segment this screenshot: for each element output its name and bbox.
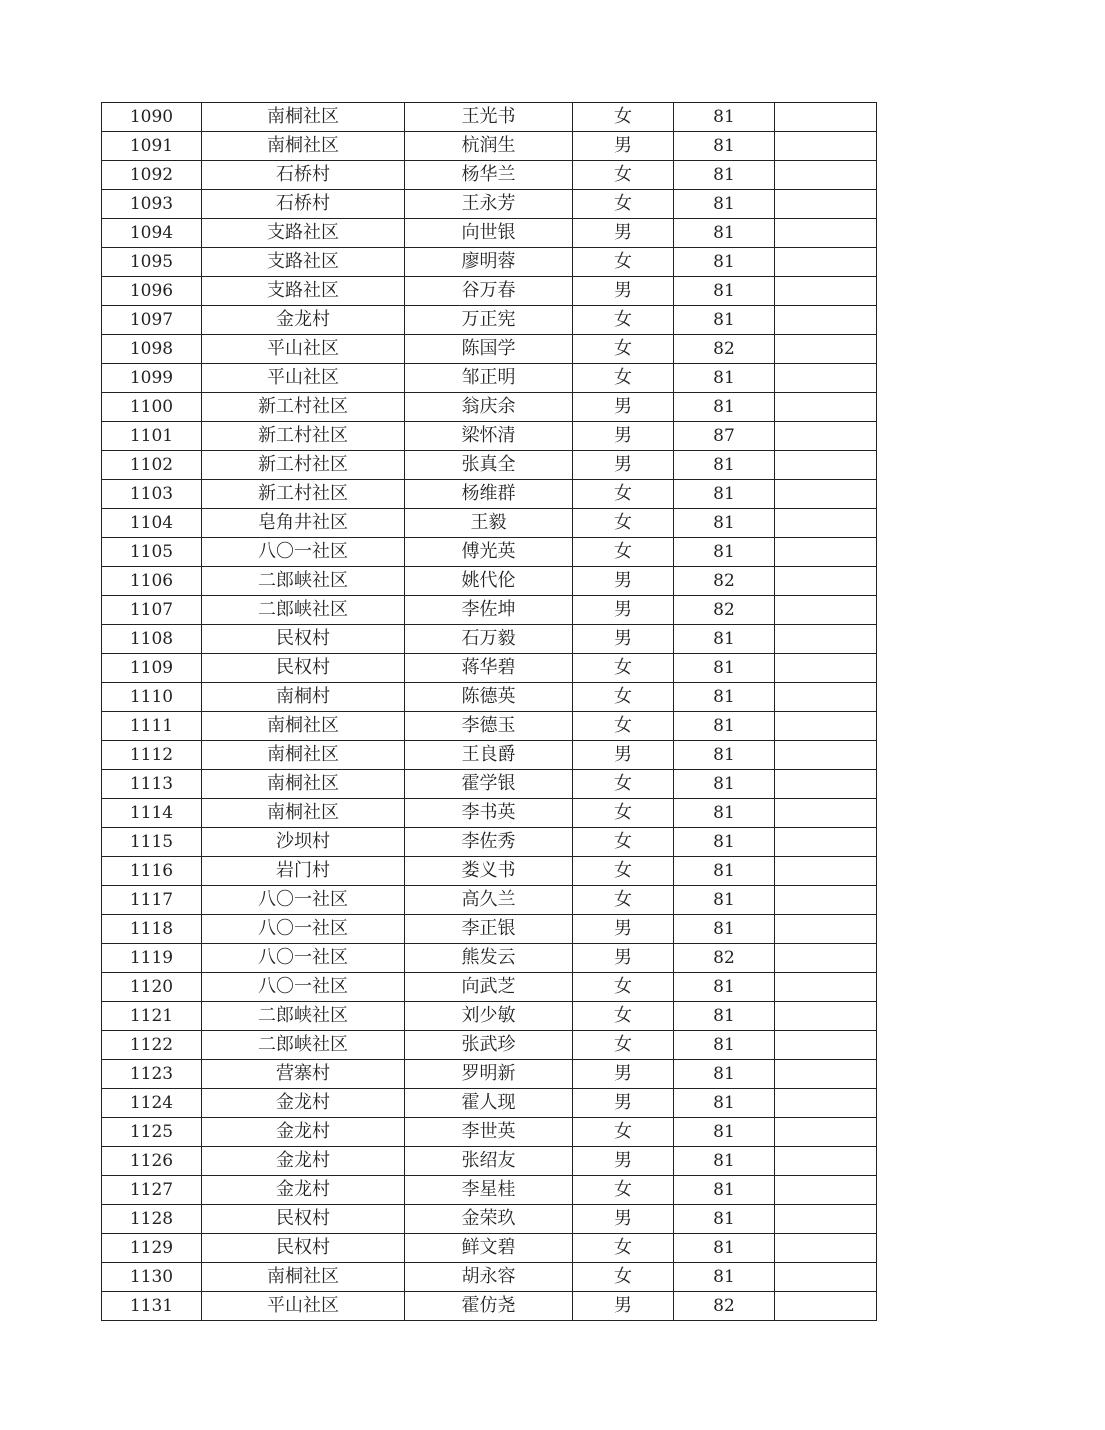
gender-cell: 女 <box>573 828 674 857</box>
age-cell: 81 <box>674 1147 775 1176</box>
table-row <box>102 1234 877 1263</box>
gender-cell: 男 <box>573 277 674 306</box>
table-row <box>102 364 877 393</box>
serial-number-cell: 1117 <box>102 886 202 915</box>
gender-cell: 男 <box>573 596 674 625</box>
table-row <box>102 944 877 973</box>
remark-cell <box>775 451 877 480</box>
gender-cell: 男 <box>573 132 674 161</box>
age-cell: 81 <box>674 451 775 480</box>
age-cell: 82 <box>674 596 775 625</box>
table-row <box>102 103 877 132</box>
gender-cell: 男 <box>573 422 674 451</box>
age-cell: 87 <box>674 422 775 451</box>
table-row <box>102 393 877 422</box>
community-cell: 金龙村 <box>202 306 405 335</box>
community-cell: 石桥村 <box>202 190 405 219</box>
age-cell: 81 <box>674 1002 775 1031</box>
gender-cell: 女 <box>573 364 674 393</box>
age-cell: 81 <box>674 393 775 422</box>
gender-cell: 女 <box>573 654 674 683</box>
remark-cell <box>775 161 877 190</box>
person-name-cell: 陈德英 <box>405 683 573 712</box>
person-name-cell: 万正宪 <box>405 306 573 335</box>
table-row <box>102 248 877 277</box>
serial-number-cell: 1129 <box>102 1234 202 1263</box>
remark-cell <box>775 683 877 712</box>
serial-number-cell: 1126 <box>102 1147 202 1176</box>
community-cell: 八〇一社区 <box>202 538 405 567</box>
gender-cell: 女 <box>573 335 674 364</box>
person-name-cell: 李世英 <box>405 1118 573 1147</box>
serial-number-cell: 1091 <box>102 132 202 161</box>
community-cell: 新工村社区 <box>202 393 405 422</box>
remark-cell <box>775 654 877 683</box>
person-name-cell: 高久兰 <box>405 886 573 915</box>
age-cell: 81 <box>674 248 775 277</box>
remark-cell <box>775 741 877 770</box>
community-cell: 南桐社区 <box>202 712 405 741</box>
community-cell: 金龙村 <box>202 1089 405 1118</box>
gender-cell: 女 <box>573 886 674 915</box>
remark-cell <box>775 364 877 393</box>
roster-table-body <box>102 103 877 1321</box>
person-name-cell: 刘少敏 <box>405 1002 573 1031</box>
serial-number-cell: 1107 <box>102 596 202 625</box>
community-cell: 支路社区 <box>202 219 405 248</box>
gender-cell: 女 <box>573 1002 674 1031</box>
community-cell: 二郎峡社区 <box>202 1002 405 1031</box>
serial-number-cell: 1127 <box>102 1176 202 1205</box>
person-name-cell: 霍仿尧 <box>405 1292 573 1321</box>
age-cell: 82 <box>674 567 775 596</box>
gender-cell: 男 <box>573 1292 674 1321</box>
table-row <box>102 886 877 915</box>
community-cell: 石桥村 <box>202 161 405 190</box>
person-name-cell: 娄义书 <box>405 857 573 886</box>
gender-cell: 女 <box>573 1263 674 1292</box>
person-name-cell: 张武珍 <box>405 1031 573 1060</box>
person-name-cell: 向世银 <box>405 219 573 248</box>
serial-number-cell: 1120 <box>102 973 202 1002</box>
remark-cell <box>775 422 877 451</box>
gender-cell: 男 <box>573 944 674 973</box>
roster-table <box>101 102 877 1321</box>
remark-cell <box>775 567 877 596</box>
community-cell: 民权村 <box>202 1234 405 1263</box>
community-cell: 民权村 <box>202 1205 405 1234</box>
community-cell: 南桐社区 <box>202 770 405 799</box>
age-cell: 81 <box>674 161 775 190</box>
remark-cell <box>775 132 877 161</box>
remark-cell <box>775 538 877 567</box>
age-cell: 81 <box>674 1176 775 1205</box>
age-cell: 81 <box>674 219 775 248</box>
remark-cell <box>775 770 877 799</box>
serial-number-cell: 1094 <box>102 219 202 248</box>
gender-cell: 女 <box>573 973 674 1002</box>
serial-number-cell: 1099 <box>102 364 202 393</box>
age-cell: 81 <box>674 1263 775 1292</box>
table-row <box>102 1147 877 1176</box>
serial-number-cell: 1131 <box>102 1292 202 1321</box>
gender-cell: 女 <box>573 1176 674 1205</box>
age-cell: 81 <box>674 509 775 538</box>
remark-cell <box>775 799 877 828</box>
community-cell: 支路社区 <box>202 277 405 306</box>
serial-number-cell: 1092 <box>102 161 202 190</box>
community-cell: 民权村 <box>202 625 405 654</box>
age-cell: 81 <box>674 915 775 944</box>
person-name-cell: 邹正明 <box>405 364 573 393</box>
age-cell: 81 <box>674 1089 775 1118</box>
person-name-cell: 李星桂 <box>405 1176 573 1205</box>
age-cell: 82 <box>674 944 775 973</box>
person-name-cell: 张真全 <box>405 451 573 480</box>
serial-number-cell: 1096 <box>102 277 202 306</box>
remark-cell <box>775 1118 877 1147</box>
table-row <box>102 1002 877 1031</box>
community-cell: 沙坝村 <box>202 828 405 857</box>
age-cell: 81 <box>674 132 775 161</box>
age-cell: 81 <box>674 857 775 886</box>
table-row <box>102 161 877 190</box>
gender-cell: 男 <box>573 567 674 596</box>
gender-cell: 男 <box>573 915 674 944</box>
person-name-cell: 罗明新 <box>405 1060 573 1089</box>
serial-number-cell: 1125 <box>102 1118 202 1147</box>
community-cell: 二郎峡社区 <box>202 567 405 596</box>
age-cell: 81 <box>674 973 775 1002</box>
age-cell: 81 <box>674 1118 775 1147</box>
gender-cell: 女 <box>573 509 674 538</box>
serial-number-cell: 1118 <box>102 915 202 944</box>
serial-number-cell: 1090 <box>102 103 202 132</box>
remark-cell <box>775 886 877 915</box>
person-name-cell: 石万毅 <box>405 625 573 654</box>
serial-number-cell: 1106 <box>102 567 202 596</box>
remark-cell <box>775 1205 877 1234</box>
table-row <box>102 915 877 944</box>
table-row <box>102 132 877 161</box>
age-cell: 81 <box>674 190 775 219</box>
gender-cell: 男 <box>573 1205 674 1234</box>
serial-number-cell: 1114 <box>102 799 202 828</box>
remark-cell <box>775 480 877 509</box>
community-cell: 民权村 <box>202 654 405 683</box>
table-row <box>102 190 877 219</box>
remark-cell <box>775 973 877 1002</box>
person-name-cell: 王毅 <box>405 509 573 538</box>
community-cell: 南桐社区 <box>202 741 405 770</box>
serial-number-cell: 1112 <box>102 741 202 770</box>
community-cell: 营寨村 <box>202 1060 405 1089</box>
table-row <box>102 625 877 654</box>
age-cell: 81 <box>674 712 775 741</box>
gender-cell: 男 <box>573 451 674 480</box>
serial-number-cell: 1103 <box>102 480 202 509</box>
serial-number-cell: 1128 <box>102 1205 202 1234</box>
table-row <box>102 509 877 538</box>
remark-cell <box>775 1263 877 1292</box>
age-cell: 81 <box>674 1031 775 1060</box>
community-cell: 南桐社区 <box>202 799 405 828</box>
person-name-cell: 胡永容 <box>405 1263 573 1292</box>
community-cell: 新工村社区 <box>202 480 405 509</box>
remark-cell <box>775 1292 877 1321</box>
remark-cell <box>775 857 877 886</box>
table-row <box>102 1292 877 1321</box>
gender-cell: 女 <box>573 857 674 886</box>
community-cell: 南桐社区 <box>202 1263 405 1292</box>
person-name-cell: 杭润生 <box>405 132 573 161</box>
age-cell: 81 <box>674 683 775 712</box>
person-name-cell: 傅光英 <box>405 538 573 567</box>
remark-cell <box>775 1031 877 1060</box>
gender-cell: 女 <box>573 1031 674 1060</box>
person-name-cell: 熊发云 <box>405 944 573 973</box>
person-name-cell: 杨维群 <box>405 480 573 509</box>
person-name-cell: 张绍友 <box>405 1147 573 1176</box>
table-row <box>102 799 877 828</box>
gender-cell: 女 <box>573 248 674 277</box>
person-name-cell: 李书英 <box>405 799 573 828</box>
table-row <box>102 451 877 480</box>
table-row <box>102 480 877 509</box>
gender-cell: 男 <box>573 219 674 248</box>
community-cell: 八〇一社区 <box>202 886 405 915</box>
community-cell: 南桐村 <box>202 683 405 712</box>
community-cell: 二郎峡社区 <box>202 596 405 625</box>
table-row <box>102 1060 877 1089</box>
table-row <box>102 973 877 1002</box>
table-row <box>102 335 877 364</box>
age-cell: 81 <box>674 625 775 654</box>
serial-number-cell: 1113 <box>102 770 202 799</box>
age-cell: 81 <box>674 1060 775 1089</box>
age-cell: 81 <box>674 770 775 799</box>
remark-cell <box>775 1060 877 1089</box>
community-cell: 皂角井社区 <box>202 509 405 538</box>
remark-cell <box>775 828 877 857</box>
age-cell: 81 <box>674 886 775 915</box>
person-name-cell: 李佐坤 <box>405 596 573 625</box>
serial-number-cell: 1130 <box>102 1263 202 1292</box>
gender-cell: 女 <box>573 1234 674 1263</box>
person-name-cell: 王良爵 <box>405 741 573 770</box>
remark-cell <box>775 915 877 944</box>
gender-cell: 女 <box>573 538 674 567</box>
community-cell: 二郎峡社区 <box>202 1031 405 1060</box>
age-cell: 81 <box>674 364 775 393</box>
table-row <box>102 538 877 567</box>
serial-number-cell: 1108 <box>102 625 202 654</box>
community-cell: 新工村社区 <box>202 422 405 451</box>
gender-cell: 男 <box>573 741 674 770</box>
remark-cell <box>775 306 877 335</box>
table-row <box>102 1118 877 1147</box>
remark-cell <box>775 103 877 132</box>
community-cell: 金龙村 <box>202 1118 405 1147</box>
person-name-cell: 谷万春 <box>405 277 573 306</box>
person-name-cell: 姚代伦 <box>405 567 573 596</box>
person-name-cell: 金荣玖 <box>405 1205 573 1234</box>
table-row <box>102 857 877 886</box>
table-row <box>102 1089 877 1118</box>
table-row <box>102 828 877 857</box>
person-name-cell: 鲜文碧 <box>405 1234 573 1263</box>
gender-cell: 女 <box>573 190 674 219</box>
table-row <box>102 1263 877 1292</box>
serial-number-cell: 1109 <box>102 654 202 683</box>
table-row <box>102 1031 877 1060</box>
age-cell: 81 <box>674 306 775 335</box>
gender-cell: 女 <box>573 306 674 335</box>
community-cell: 南桐社区 <box>202 132 405 161</box>
remark-cell <box>775 277 877 306</box>
gender-cell: 男 <box>573 625 674 654</box>
community-cell: 新工村社区 <box>202 451 405 480</box>
community-cell: 平山社区 <box>202 364 405 393</box>
person-name-cell: 廖明蓉 <box>405 248 573 277</box>
community-cell: 八〇一社区 <box>202 915 405 944</box>
community-cell: 八〇一社区 <box>202 944 405 973</box>
person-name-cell: 蒋华碧 <box>405 654 573 683</box>
community-cell: 平山社区 <box>202 1292 405 1321</box>
serial-number-cell: 1093 <box>102 190 202 219</box>
remark-cell <box>775 625 877 654</box>
age-cell: 81 <box>674 1205 775 1234</box>
remark-cell <box>775 596 877 625</box>
person-name-cell: 王光书 <box>405 103 573 132</box>
table-row <box>102 219 877 248</box>
person-name-cell: 杨华兰 <box>405 161 573 190</box>
age-cell: 81 <box>674 1234 775 1263</box>
remark-cell <box>775 1147 877 1176</box>
community-cell: 支路社区 <box>202 248 405 277</box>
gender-cell: 男 <box>573 1060 674 1089</box>
age-cell: 82 <box>674 335 775 364</box>
remark-cell <box>775 219 877 248</box>
serial-number-cell: 1119 <box>102 944 202 973</box>
remark-cell <box>775 335 877 364</box>
age-cell: 81 <box>674 277 775 306</box>
table-row <box>102 1205 877 1234</box>
age-cell: 81 <box>674 538 775 567</box>
community-cell: 金龙村 <box>202 1147 405 1176</box>
person-name-cell: 霍人现 <box>405 1089 573 1118</box>
table-row <box>102 683 877 712</box>
age-cell: 81 <box>674 741 775 770</box>
community-cell: 平山社区 <box>202 335 405 364</box>
age-cell: 82 <box>674 1292 775 1321</box>
remark-cell <box>775 509 877 538</box>
serial-number-cell: 1110 <box>102 683 202 712</box>
remark-cell <box>775 1234 877 1263</box>
serial-number-cell: 1116 <box>102 857 202 886</box>
serial-number-cell: 1111 <box>102 712 202 741</box>
remark-cell <box>775 248 877 277</box>
table-row <box>102 654 877 683</box>
gender-cell: 女 <box>573 770 674 799</box>
remark-cell <box>775 190 877 219</box>
person-name-cell: 李佐秀 <box>405 828 573 857</box>
serial-number-cell: 1124 <box>102 1089 202 1118</box>
gender-cell: 女 <box>573 480 674 509</box>
gender-cell: 女 <box>573 161 674 190</box>
remark-cell <box>775 944 877 973</box>
table-row <box>102 567 877 596</box>
table-row <box>102 306 877 335</box>
person-name-cell: 梁怀清 <box>405 422 573 451</box>
remark-cell <box>775 393 877 422</box>
community-cell: 岩门村 <box>202 857 405 886</box>
gender-cell: 男 <box>573 1147 674 1176</box>
remark-cell <box>775 1089 877 1118</box>
serial-number-cell: 1123 <box>102 1060 202 1089</box>
person-name-cell: 向武芝 <box>405 973 573 1002</box>
gender-cell: 女 <box>573 799 674 828</box>
person-name-cell: 王永芳 <box>405 190 573 219</box>
remark-cell <box>775 712 877 741</box>
person-name-cell: 李德玉 <box>405 712 573 741</box>
gender-cell: 女 <box>573 1118 674 1147</box>
table-row <box>102 422 877 451</box>
age-cell: 81 <box>674 654 775 683</box>
serial-number-cell: 1095 <box>102 248 202 277</box>
serial-number-cell: 1097 <box>102 306 202 335</box>
community-cell: 南桐社区 <box>202 103 405 132</box>
remark-cell <box>775 1002 877 1031</box>
table-row <box>102 277 877 306</box>
serial-number-cell: 1122 <box>102 1031 202 1060</box>
age-cell: 81 <box>674 799 775 828</box>
age-cell: 81 <box>674 480 775 509</box>
gender-cell: 男 <box>573 393 674 422</box>
table-row <box>102 1176 877 1205</box>
serial-number-cell: 1098 <box>102 335 202 364</box>
table-row <box>102 596 877 625</box>
serial-number-cell: 1104 <box>102 509 202 538</box>
age-cell: 81 <box>674 828 775 857</box>
person-name-cell: 霍学银 <box>405 770 573 799</box>
community-cell: 金龙村 <box>202 1176 405 1205</box>
person-name-cell: 翁庆余 <box>405 393 573 422</box>
age-cell: 81 <box>674 103 775 132</box>
serial-number-cell: 1101 <box>102 422 202 451</box>
person-name-cell: 李正银 <box>405 915 573 944</box>
gender-cell: 女 <box>573 683 674 712</box>
serial-number-cell: 1100 <box>102 393 202 422</box>
serial-number-cell: 1121 <box>102 1002 202 1031</box>
table-row <box>102 741 877 770</box>
person-name-cell: 陈国学 <box>405 335 573 364</box>
gender-cell: 男 <box>573 1089 674 1118</box>
serial-number-cell: 1102 <box>102 451 202 480</box>
table-row <box>102 712 877 741</box>
serial-number-cell: 1115 <box>102 828 202 857</box>
gender-cell: 女 <box>573 103 674 132</box>
gender-cell: 女 <box>573 712 674 741</box>
table-row <box>102 770 877 799</box>
community-cell: 八〇一社区 <box>202 973 405 1002</box>
serial-number-cell: 1105 <box>102 538 202 567</box>
remark-cell <box>775 1176 877 1205</box>
